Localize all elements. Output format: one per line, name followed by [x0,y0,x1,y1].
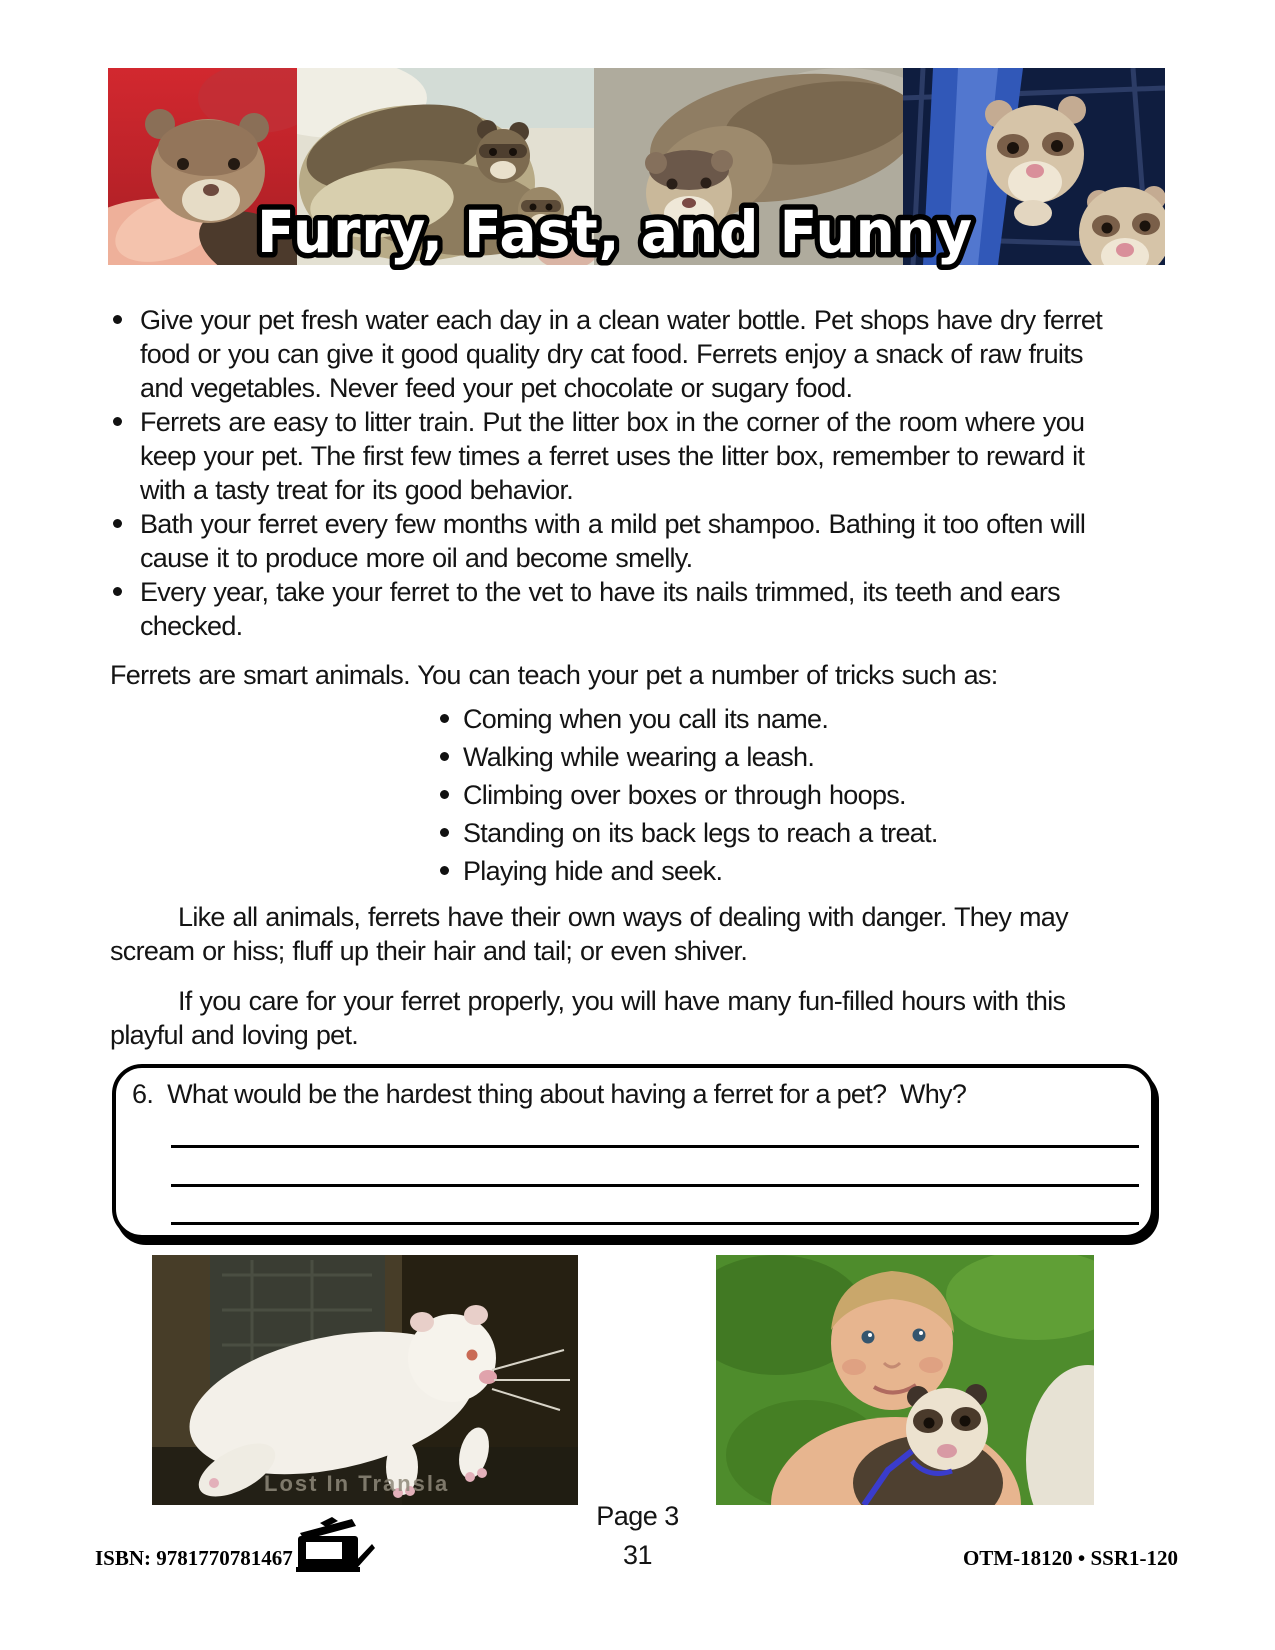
care-tip-text: Give your pet fresh water each day in a clean water bottle. Pet shops have dry ferret food or you can give it good quality dry cat food. Ferrets enjoy a snack of raw fruits and vegetables. Never feed your pet chocolate or sugary food. [140,305,1103,403]
tricks-intro: Ferrets are smart animals. You can teach your pet a number of tricks such as: [110,660,998,690]
photo-white-ferret [152,1255,578,1505]
bullet-icon [113,417,122,426]
care-tip-water-food [110,303,1112,405]
white-ferret-illustration [152,1255,578,1505]
trick-climbing [437,776,1112,814]
page-label: Page 3 [596,1501,679,1531]
bullet-icon [113,587,122,596]
answer-line-1[interactable] [171,1145,1139,1148]
bullet-icon [440,866,449,875]
tricks-list [437,700,1112,890]
trick-text: Playing hide and seek. [463,856,723,886]
publisher-logo-icon [292,1517,376,1583]
bullet-icon [440,828,449,837]
bullet-icon [113,315,122,324]
trick-walking [437,738,1112,776]
care-tip-text: Ferrets are easy to litter train. Put the litter box in the corner of the room where you keep your pet. The first few times a ferret uses the litter box, remember to reward it with a tasty treat for its good behavior. [140,407,1085,505]
paragraph-danger: Like all animals, ferrets have their own ways of dealing with danger. They may scream or hiss; fluff up their hair and tail; or even shiver. [110,902,1068,966]
article-body [110,303,1112,1052]
trick-coming [437,700,1112,738]
poster-caption: Lost In Transla [264,1471,450,1496]
trick-text: Walking while wearing a leash. [463,742,815,772]
bullet-icon [440,752,449,761]
care-tip-litter [110,405,1112,507]
bullet-icon [440,790,449,799]
product-code-text: OTM-18120 • SSR1-120 [962,1546,1178,1570]
question-text: What would be the hardest thing about having a ferret for a pet? Why? [167,1079,967,1109]
bullet-icon [113,519,122,528]
trick-text: Climbing over boxes or through hoops. [463,780,906,810]
care-tip-bath [110,507,1112,575]
answer-line-3[interactable] [171,1222,1139,1225]
page-number: 31 [622,1540,653,1570]
question-line [116,1068,1151,1111]
isbn-text: ISBN: 9781770781467 [95,1546,293,1570]
photo-boy-with-ferret [716,1255,1094,1505]
trick-text: Coming when you call its name. [463,704,829,734]
trick-standing [437,814,1112,852]
paragraph-care: If you care for your ferret properly, you will have many fun-filled hours with this playful and loving pet. [110,986,1066,1050]
care-tip-text: Every year, take your ferret to the vet to have its nails trimmed, its teeth and ears checked. [140,577,1060,641]
care-tip-text: Bath your ferret every few months with a mild pet shampoo. Bathing it too often will cause it to produce more oil and become smelly. [140,509,1086,573]
trick-playing [437,852,1112,890]
bullet-icon [440,714,449,723]
answer-line-2[interactable] [171,1184,1139,1187]
trick-text: Standing on its back legs to reach a treat. [463,818,938,848]
page-title: Furry, Fast, and Funny [257,198,973,266]
question-box [112,1064,1155,1239]
care-tip-vet [110,575,1112,643]
boy-with-ferret-illustration [716,1255,1094,1505]
question-number: 6. [132,1079,154,1109]
page-title-banner [245,190,985,276]
